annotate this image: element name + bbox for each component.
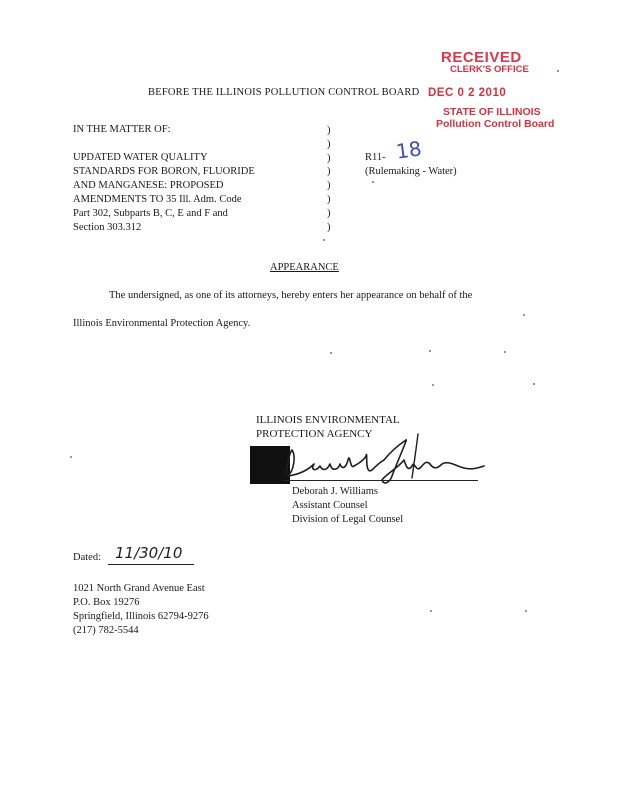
signature-image	[280, 430, 490, 492]
scan-speck	[525, 610, 527, 612]
address-city: Springfield, Illinois 62794-9276	[73, 611, 209, 622]
address-phone: (217) 782-5544	[73, 625, 139, 636]
caption-line: UPDATED WATER QUALITY	[73, 152, 208, 163]
scan-speck	[533, 383, 535, 385]
caption-line: AMENDMENTS TO 35 Ill. Adm. Code	[73, 194, 242, 205]
document-heading: BEFORE THE ILLINOIS POLLUTION CONTROL BOARD	[148, 87, 420, 98]
caption-line: Section 303.312	[73, 222, 142, 233]
signer-name: Deborah J. Williams	[292, 486, 378, 497]
appearance-paragraph-line2: Illinois Environmental Protection Agency.	[73, 318, 251, 329]
scan-speck	[372, 181, 374, 183]
signer-block	[292, 485, 403, 527]
paren: )	[327, 152, 331, 164]
caption-parens	[327, 124, 331, 234]
paren: )	[327, 180, 331, 192]
docket-prefix: R11-	[365, 152, 386, 163]
paren: )	[327, 138, 331, 150]
agency-line1: ILLINOIS ENVIRONMENTAL	[256, 414, 400, 426]
scan-speck	[557, 70, 559, 72]
signer-title: Assistant Counsel	[292, 500, 368, 511]
scan-speck	[323, 239, 325, 241]
stamp-board: Pollution Control Board	[436, 118, 555, 130]
address-street: 1021 North Grand Avenue East	[73, 583, 205, 594]
in-the-matter-label: IN THE MATTER OF:	[73, 124, 171, 135]
paren: )	[327, 125, 331, 136]
address-po-box: P.O. Box 19276	[73, 597, 140, 608]
paren: )	[327, 207, 331, 219]
dated-handwritten-value: 11/30/10	[115, 544, 183, 562]
scan-speck	[504, 351, 506, 353]
stamp-state: STATE OF ILLINOIS	[443, 106, 541, 118]
scan-speck	[523, 314, 525, 316]
docket-handwritten-number: 18	[394, 136, 423, 164]
agency-line2: PROTECTION AGENCY	[256, 428, 373, 440]
caption-line: AND MANGANESE: PROPOSED	[73, 180, 224, 191]
caption-line: Part 302, Subparts B, C, E and F and	[73, 208, 228, 219]
dated-label: Dated:	[73, 552, 101, 563]
dated-line	[108, 564, 194, 565]
docket-type: (Rulemaking - Water)	[365, 166, 457, 177]
appearance-paragraph-line1: The undersigned, as one of its attorneys, hereby enters her appearance on behalf of the	[109, 290, 473, 301]
stamp-date: DEC 0 2 2010	[428, 87, 507, 99]
caption-line: STANDARDS FOR BORON, FLUORIDE	[73, 166, 255, 177]
signature-line	[283, 480, 478, 481]
paren: )	[327, 166, 331, 178]
appearance-title: APPEARANCE	[270, 262, 339, 273]
stamp-clerks-office: CLERK'S OFFICE	[450, 64, 529, 75]
scan-speck	[330, 352, 332, 354]
scan-speck	[430, 610, 432, 612]
address-block	[73, 582, 209, 638]
caption-block	[73, 151, 255, 235]
scan-speck	[429, 350, 431, 352]
signer-division: Division of Legal Counsel	[292, 514, 404, 525]
paren: )	[327, 221, 331, 233]
stamp-received: RECEIVED	[441, 49, 522, 66]
scan-speck	[432, 384, 434, 386]
paren: )	[327, 193, 331, 205]
scan-speck	[70, 456, 72, 458]
